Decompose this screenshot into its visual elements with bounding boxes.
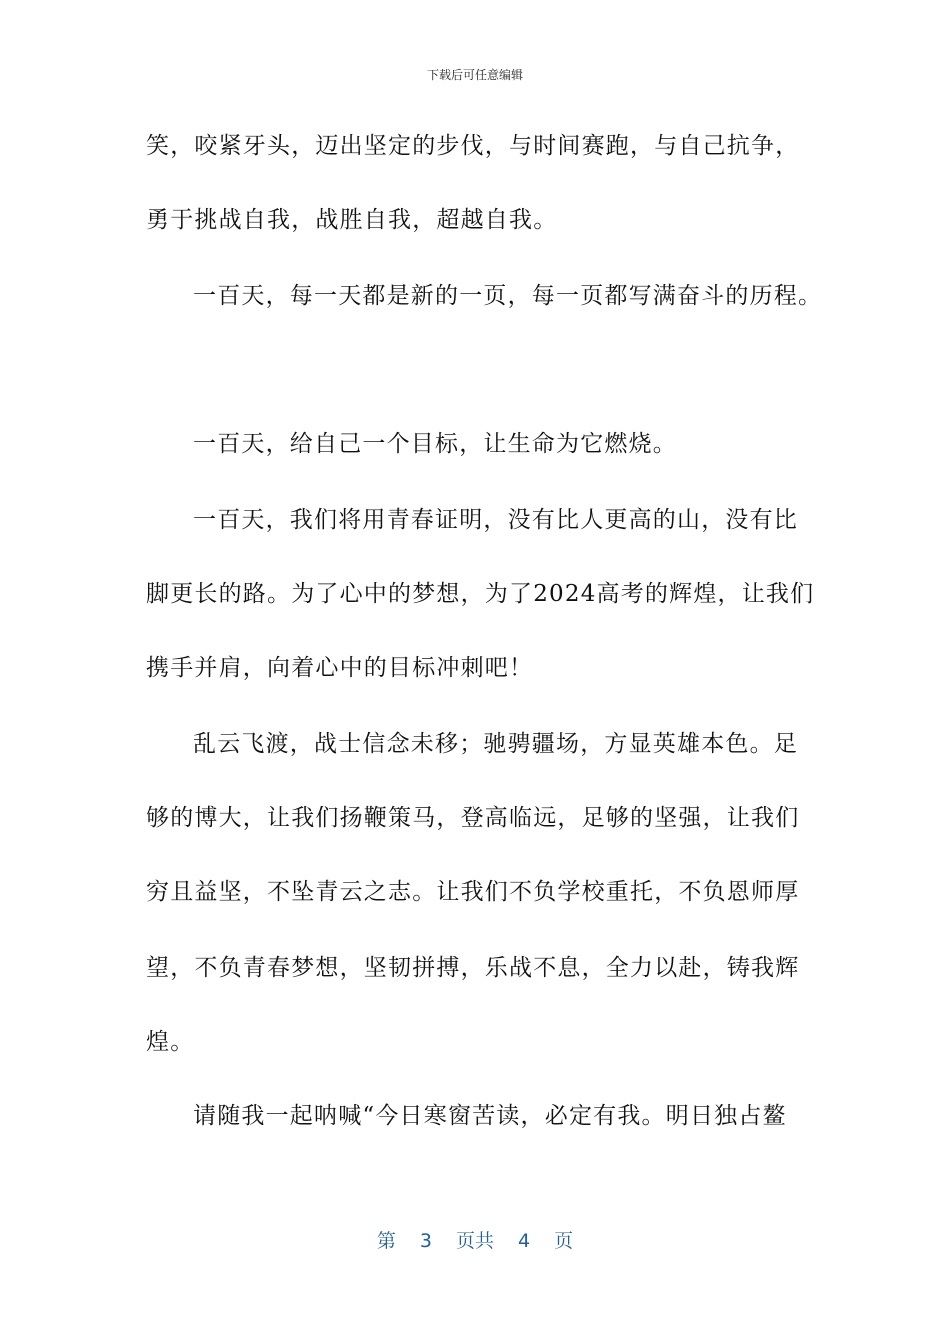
paragraph-line: 一百天，我们将用青春证明，没有比人更高的山，没有比 <box>193 507 798 533</box>
text-line: 穷且益坚，不坠青云之志。让我们不负学校重托，不负恩师厚 <box>146 879 800 905</box>
page-total: 4 <box>518 1230 531 1252</box>
text-line: 脚更长的路。为了心中的梦想，为了2024高考的辉煌，让我们 <box>146 581 815 607</box>
paragraph-line: 一百天，给自己一个目标，让生命为它燃烧。 <box>193 431 677 457</box>
footer-middle: 页共 <box>455 1230 494 1252</box>
text-line: 笑，咬紧牙头，迈出坚定的步伐，与时间赛跑，与自己抗争， <box>146 133 800 159</box>
footer-suffix: 页 <box>554 1230 574 1252</box>
text-line: 望，不负青春梦想，坚韧拼搏，乐战不息，全力以赴，铸我辉 <box>146 955 800 981</box>
page-header: 下载后可任意编辑 <box>426 68 523 82</box>
paragraph-line: 请随我一起呐喊“今日寒窗苦读，必定有我。明日独占鳌 <box>193 1103 787 1129</box>
footer-prefix: 第 <box>376 1230 396 1252</box>
text-line: 勇于挑战自我，战胜自我，超越自我。 <box>146 207 558 233</box>
text-line: 携手并肩，向着心中的目标冲刺吧！ <box>146 655 534 681</box>
text-line: 够的博大，让我们扬鞭策马，登高临远，足够的坚强，让我们 <box>146 805 800 831</box>
paragraph-line: 一百天，每一天都是新的一页，每一页都写满奋斗的历程。 <box>193 283 823 309</box>
paragraph-line: 乱云飞渡，战士信念未移；驰骋疆场，方显英雄本色。足 <box>193 731 798 757</box>
page-footer <box>0 1226 950 1253</box>
text-line: 煌。 <box>146 1029 195 1055</box>
page-number: 3 <box>419 1230 432 1252</box>
